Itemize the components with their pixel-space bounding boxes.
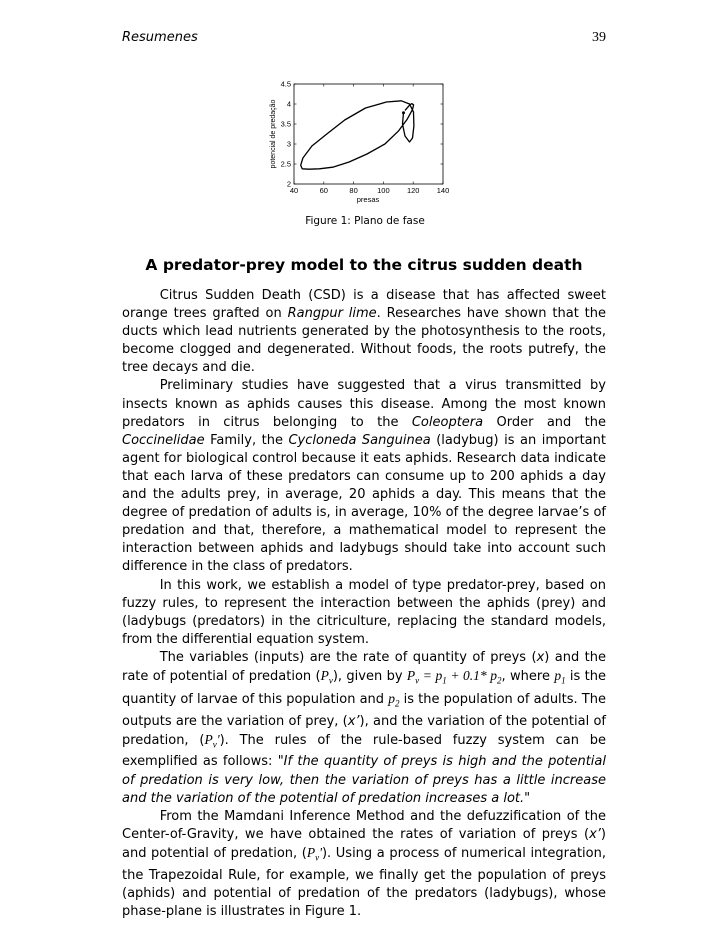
- figure-caption: Figure 1: Plano de fase: [305, 215, 425, 227]
- paragraph-2: Preliminary studies have suggested that a virus transmitted by insects known as aphids causes this disease. Among the most known predators in citrus belonging to the Coleoptera Order and the Coccinelidae Family, the Cycloneda Sanguinea (ladybug) is an important agent for biological control because it eats aphids. Research data indicate that each larva of these predators can consume up to 200 aphids a day and the adults prey, in average, 20 aphids a day. This means that the degree of predation of adults is, in average, 10% of the degree larvae’s of predation and that, therefore, a mathematical model to represent the interaction between aphids and ladybugs should take into account such difference in the class of predators.: [122, 378, 606, 575]
- phase-plane-chart: [262, 78, 462, 206]
- pv-formula: $P_v = p_1 + 0.1*$ $p_2$: [406, 667, 502, 686]
- paragraph-4: The variables (inputs) are the rate of quantity of preys (x) and the rate of potential of predation $(P_v)$, given by $P_v = p_1 + 0.1*$ $p_2$, where $p_1$ is the quantity of larvae of this population and $p_2$ is the population of adults. The outputs are the variation of prey, (x’), and the variation of the potential of predation, $(P_v')$. The rules of the rule-based fuzzy system can be exemplified as follows: "If the quantity of preys is high and the potential of predation is very low, then the variation of preys has a little increase and the variation of the potential of predation increases a lot.": [122, 649, 607, 806]
- y-tick-labels: [281, 80, 291, 189]
- article-body: [122, 287, 606, 921]
- y-tick-label-3.5: 3.5: [280, 119, 291, 129]
- x-tick-label-80: 80: [349, 186, 358, 195]
- y-axis-label: potencial de predação: [270, 99, 277, 169]
- page-number: 39: [592, 30, 606, 45]
- x-tick-label-60: 60: [319, 186, 328, 195]
- x-axis-label: presas: [356, 195, 380, 204]
- y-tick-label-2: 2: [286, 179, 291, 189]
- article-title: A predator-prey model to the citrus sudden death: [145, 256, 583, 274]
- x-tick-label-120: 120: [406, 186, 420, 195]
- pv-symbol: $P_v$: [320, 667, 333, 686]
- x-tick-label-100: 100: [377, 186, 390, 195]
- paragraph-5: From the Mamdani Inference Method and the defuzzification of the Center-of-Gravity, we have obtained the rates of variation of preys (x’) and potential of predation, $(P_v')$. Using a process of numerical integration, the Trapezoidal Rule, for example, we finally get the population of preys (aphids) and potential of predation of the predators (ladybugs), whose phase-plane is illustrates in Figure 1.: [122, 808, 606, 919]
- x-tick-label-140: 140: [436, 186, 450, 195]
- pv-prime-symbol-2: $P_v'$: [306, 844, 322, 863]
- y-tick-label-4: 4: [286, 99, 291, 109]
- p1-symbol: $p_1$: [554, 667, 566, 686]
- phase-trajectory-line: [301, 101, 414, 169]
- y-tick-label-2.5: 2.5: [280, 159, 291, 169]
- x-tick-labels: [290, 186, 449, 195]
- p2-symbol: $p_2$: [388, 690, 400, 709]
- x-tick-label-40: 40: [289, 186, 299, 195]
- paragraph-3: In this work, we establish a model of type predator-prey, based on fuzzy rules, to represent the interaction between the aphids (prey) and (ladybugs (predators) in the citriculture, replacing the standard models, from the differential equation system.: [122, 577, 606, 647]
- y-tick-label-4.5: 4.5: [280, 79, 291, 89]
- pv-prime-symbol: $P_v'$: [204, 731, 220, 750]
- trajectory-start-point: [402, 111, 405, 114]
- y-tick-label-3: 3: [286, 139, 291, 149]
- section-name: Resumenes: [122, 30, 198, 45]
- paragraph-1: Citrus Sudden Death (CSD) is a disease that has affected sweet orange trees grafted on Rangpur lime. Researches have shown that the ducts which lead nutrients generated by the photosynthesis to the roots, become clogged and degenerated. Without foods, the roots putrefy, the tree decays and die.: [122, 288, 606, 376]
- running-header: [122, 30, 606, 50]
